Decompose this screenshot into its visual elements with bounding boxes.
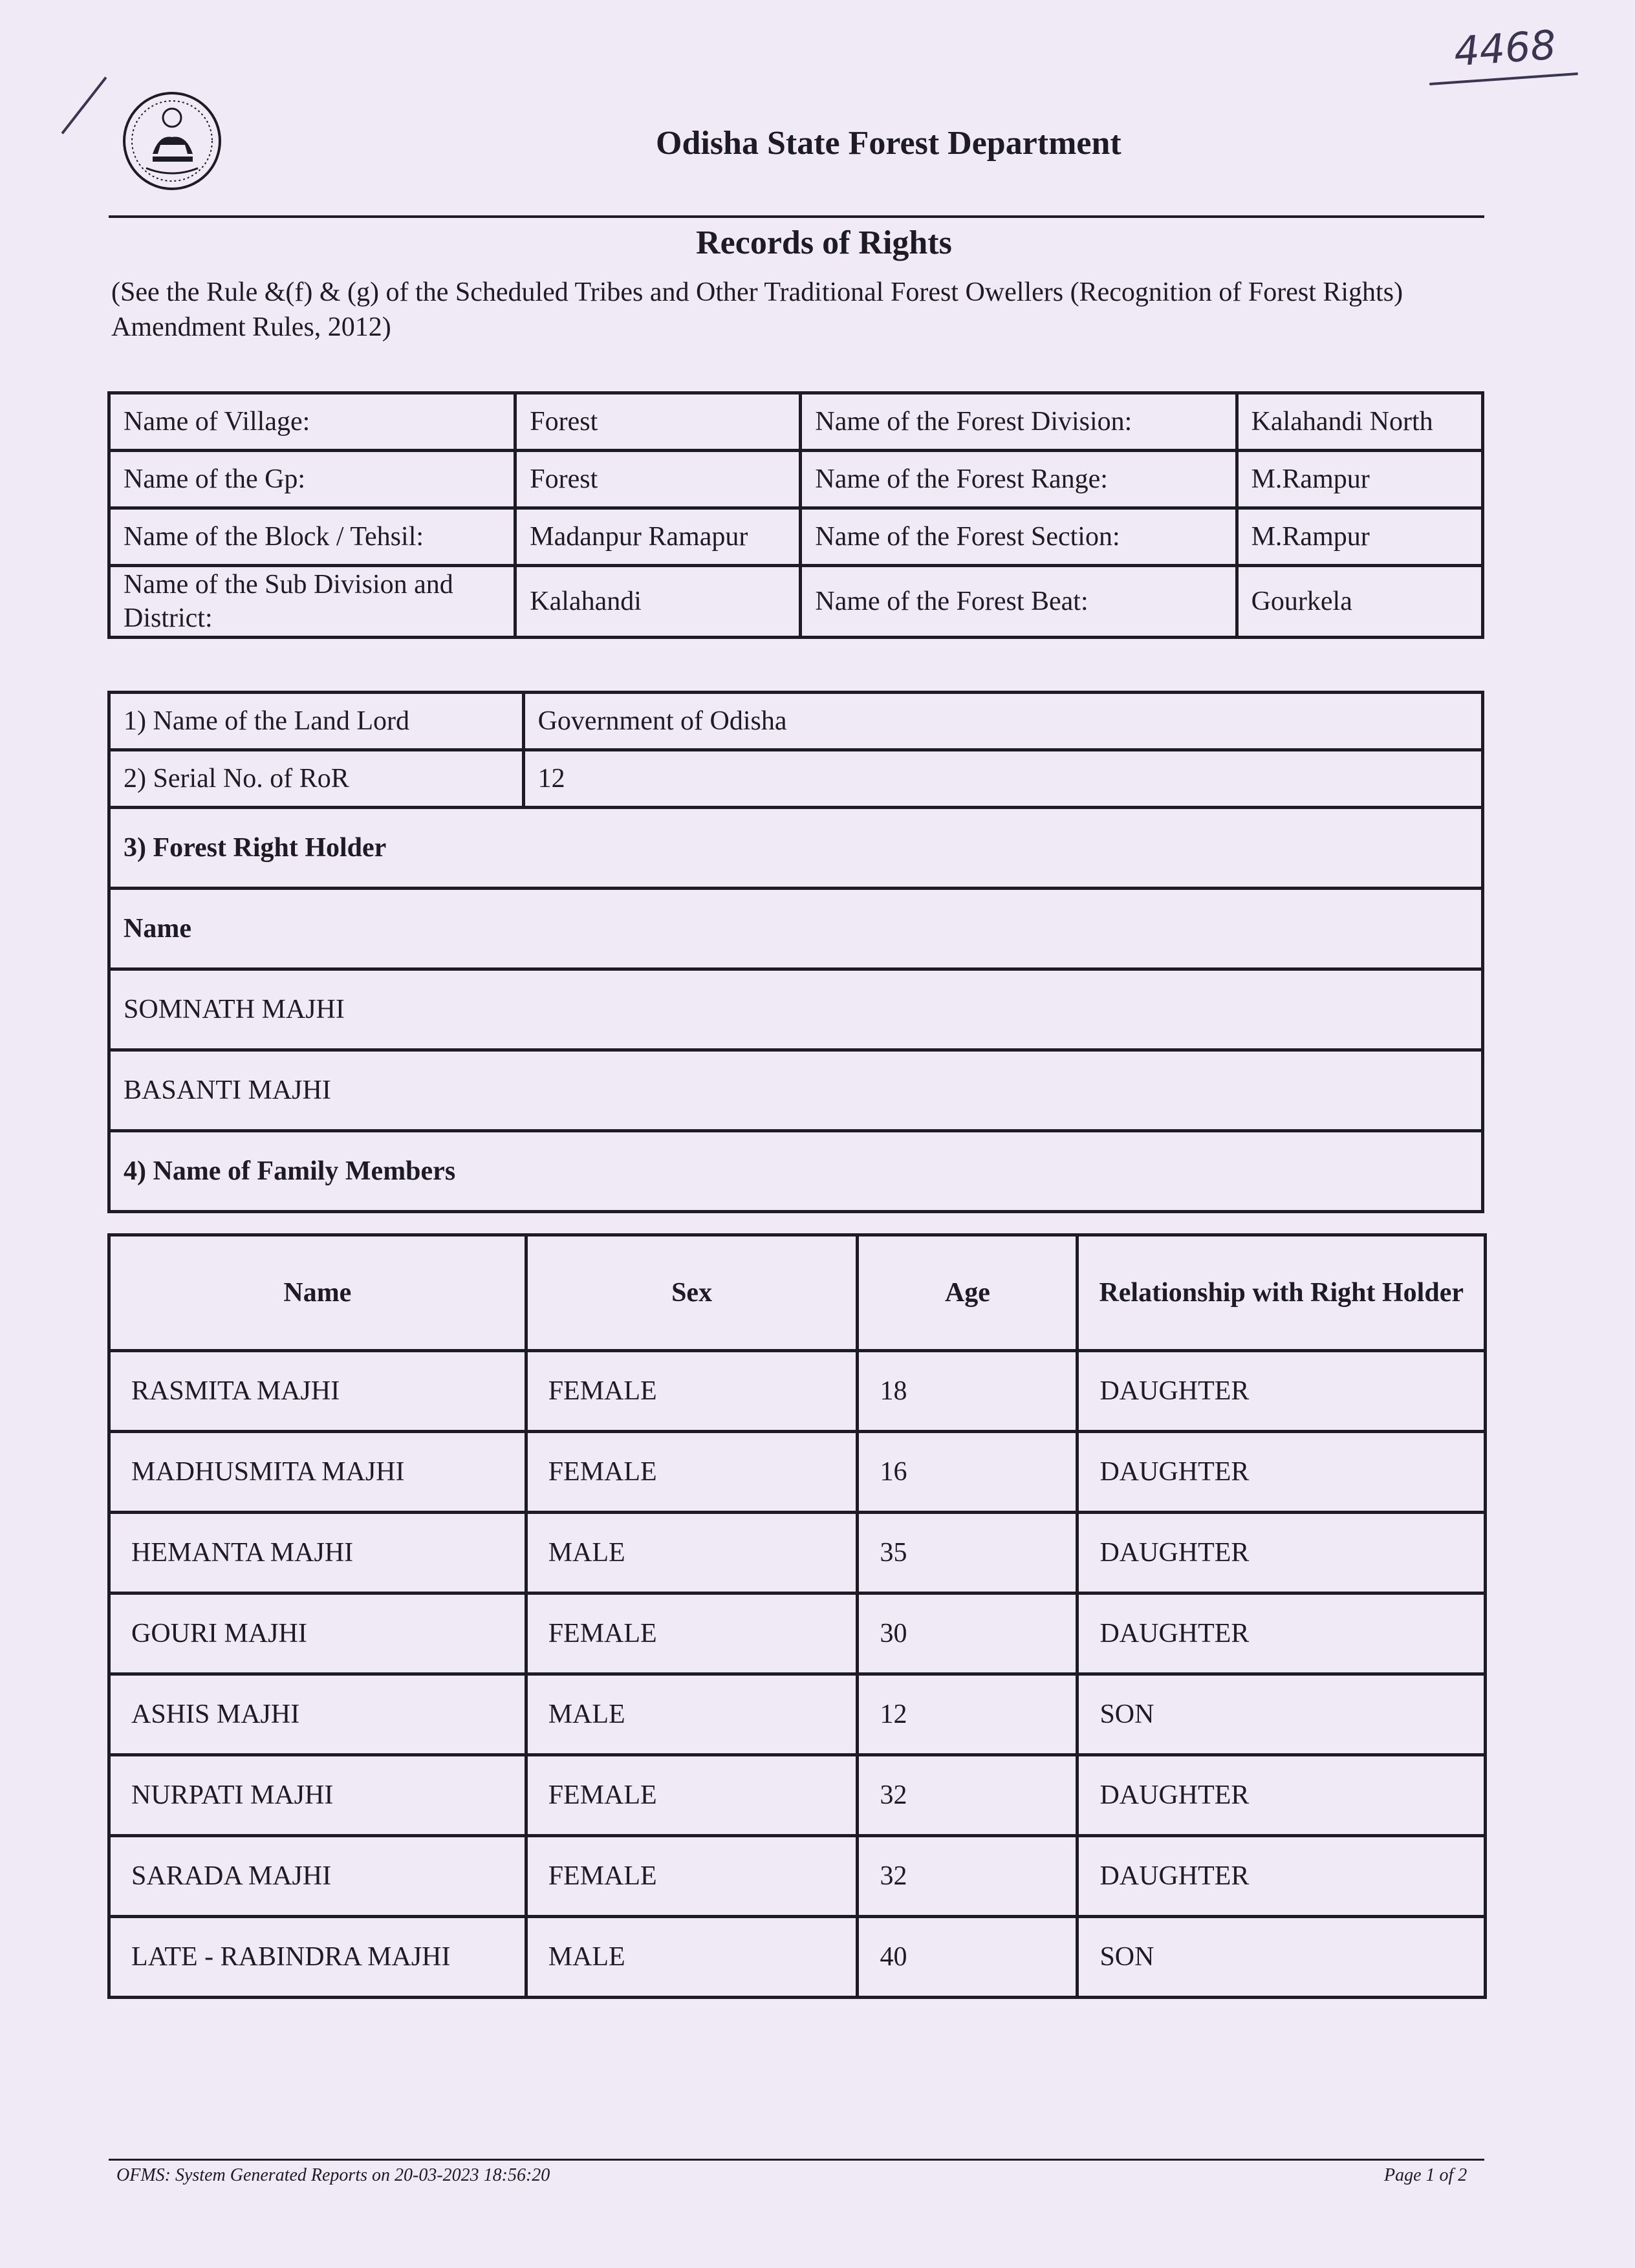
member-relationship: DAUGHTER <box>1077 1755 1486 1836</box>
table-row <box>109 1674 1486 1755</box>
land-lord-row <box>109 693 1483 750</box>
member-relationship: DAUGHTER <box>1077 1432 1486 1513</box>
member-age: 32 <box>858 1755 1077 1836</box>
holder-name: SOMNATH MAJHI <box>109 969 1483 1050</box>
member-age: 16 <box>858 1432 1077 1513</box>
member-sex: FEMALE <box>526 1755 858 1836</box>
table-row <box>109 1593 1486 1674</box>
member-sex: MALE <box>526 1917 858 1998</box>
column-header-sex: Sex <box>526 1235 858 1351</box>
column-header-relationship: Relationship with Right Holder <box>1077 1235 1486 1351</box>
forest-range-value: M.Rampur <box>1237 451 1482 508</box>
forest-section-value: M.Rampur <box>1237 508 1482 566</box>
member-name: LATE - RABINDRA MAJHI <box>109 1917 526 1998</box>
family-section-heading: 4) Name of Family Members <box>109 1131 1483 1212</box>
forest-beat-label: Name of the Forest Beat: <box>801 566 1237 638</box>
member-age: 32 <box>858 1836 1077 1917</box>
gp-value: Forest <box>515 451 801 508</box>
member-name: SARADA MAJHI <box>109 1836 526 1917</box>
serial-row <box>109 750 1483 808</box>
holder-section-heading: 3) Forest Right Holder <box>109 808 1483 889</box>
forest-division-value: Kalahandi North <box>1237 393 1482 451</box>
member-name: NURPATI MAJHI <box>109 1755 526 1836</box>
table-row <box>109 1836 1486 1917</box>
info-row <box>109 451 1483 508</box>
forest-range-label: Name of the Forest Range: <box>801 451 1237 508</box>
block-tehsil-label: Name of the Block / Tehsil: <box>109 508 515 566</box>
forest-division-label: Name of the Forest Division: <box>801 393 1237 451</box>
table-row <box>109 1755 1486 1836</box>
land-lord-value: Government of Odisha <box>523 693 1482 750</box>
block-tehsil-value: Madanpur Ramapur <box>515 508 801 566</box>
annotation-underline <box>1429 72 1578 85</box>
location-info-table <box>107 391 1484 639</box>
handwritten-annotation: 4468 <box>1452 21 1558 76</box>
member-sex: FEMALE <box>526 1432 858 1513</box>
footer-divider <box>109 2159 1484 2161</box>
family-section-row <box>109 1131 1483 1212</box>
info-row <box>109 566 1483 638</box>
member-age: 30 <box>858 1593 1077 1674</box>
table-row <box>109 1917 1486 1998</box>
member-relationship: DAUGHTER <box>1077 1593 1486 1674</box>
village-value: Forest <box>515 393 801 451</box>
pen-tick-mark <box>61 76 107 134</box>
column-header-name: Name <box>109 1235 526 1351</box>
table-row <box>109 969 1483 1050</box>
member-relationship: DAUGHTER <box>1077 1836 1486 1917</box>
info-row <box>109 508 1483 566</box>
footer-generated-text: OFMS: System Generated Reports on 20-03-2023 18:56:20 <box>116 2165 550 2185</box>
member-relationship: DAUGHTER <box>1077 1513 1486 1593</box>
land-lord-label: 1) Name of the Land Lord <box>109 693 524 750</box>
table-row <box>109 1351 1486 1432</box>
rights-detail-table <box>107 691 1484 1213</box>
member-relationship: SON <box>1077 1917 1486 1998</box>
sub-division-label: Name of the Sub Division and District: <box>109 566 515 638</box>
member-age: 12 <box>858 1674 1077 1755</box>
member-age: 18 <box>858 1351 1077 1432</box>
family-header-row <box>109 1235 1486 1351</box>
member-name: GOURI MAJHI <box>109 1593 526 1674</box>
member-relationship: SON <box>1077 1674 1486 1755</box>
village-label: Name of Village: <box>109 393 515 451</box>
member-name: HEMANTA MAJHI <box>109 1513 526 1593</box>
member-relationship: DAUGHTER <box>1077 1351 1486 1432</box>
member-sex: FEMALE <box>526 1836 858 1917</box>
department-title: Odisha State Forest Department <box>656 125 1121 162</box>
member-sex: MALE <box>526 1513 858 1593</box>
forest-section-label: Name of the Forest Section: <box>801 508 1237 566</box>
member-age: 40 <box>858 1917 1077 1998</box>
holder-section-row <box>109 808 1483 889</box>
forest-beat-value: Gourkela <box>1237 566 1482 638</box>
info-row <box>109 393 1483 451</box>
member-sex: FEMALE <box>526 1593 858 1674</box>
table-row <box>109 1513 1486 1593</box>
table-row <box>109 1050 1483 1131</box>
column-header-age: Age <box>858 1235 1077 1351</box>
holder-name: BASANTI MAJHI <box>109 1050 1483 1131</box>
member-sex: FEMALE <box>526 1351 858 1432</box>
member-name: MADHUSMITA MAJHI <box>109 1432 526 1513</box>
footer-page-number: Page 1 of 2 <box>1384 2165 1467 2185</box>
serial-value: 12 <box>523 750 1482 808</box>
member-name: ASHIS MAJHI <box>109 1674 526 1755</box>
family-members-table <box>107 1233 1487 1999</box>
gp-label: Name of the Gp: <box>109 451 515 508</box>
holder-name-header-row <box>109 889 1483 969</box>
sub-division-value: Kalahandi <box>515 566 801 638</box>
table-row <box>109 1432 1486 1513</box>
member-sex: MALE <box>526 1674 858 1755</box>
member-age: 35 <box>858 1513 1077 1593</box>
serial-label: 2) Serial No. of RoR <box>109 750 524 808</box>
document-title: Records of Rights <box>696 224 952 261</box>
header-divider <box>109 215 1484 218</box>
member-name: RASMITA MAJHI <box>109 1351 526 1432</box>
holder-name-header: Name <box>109 889 1483 969</box>
odisha-emblem-icon <box>120 89 224 193</box>
document-subtitle: (See the Rule &(f) & (g) of the Scheduled Tribes and Other Traditional Forest Owellers (Recognition of Forest Rights) Amendment Rules, 2012) <box>111 277 1403 342</box>
